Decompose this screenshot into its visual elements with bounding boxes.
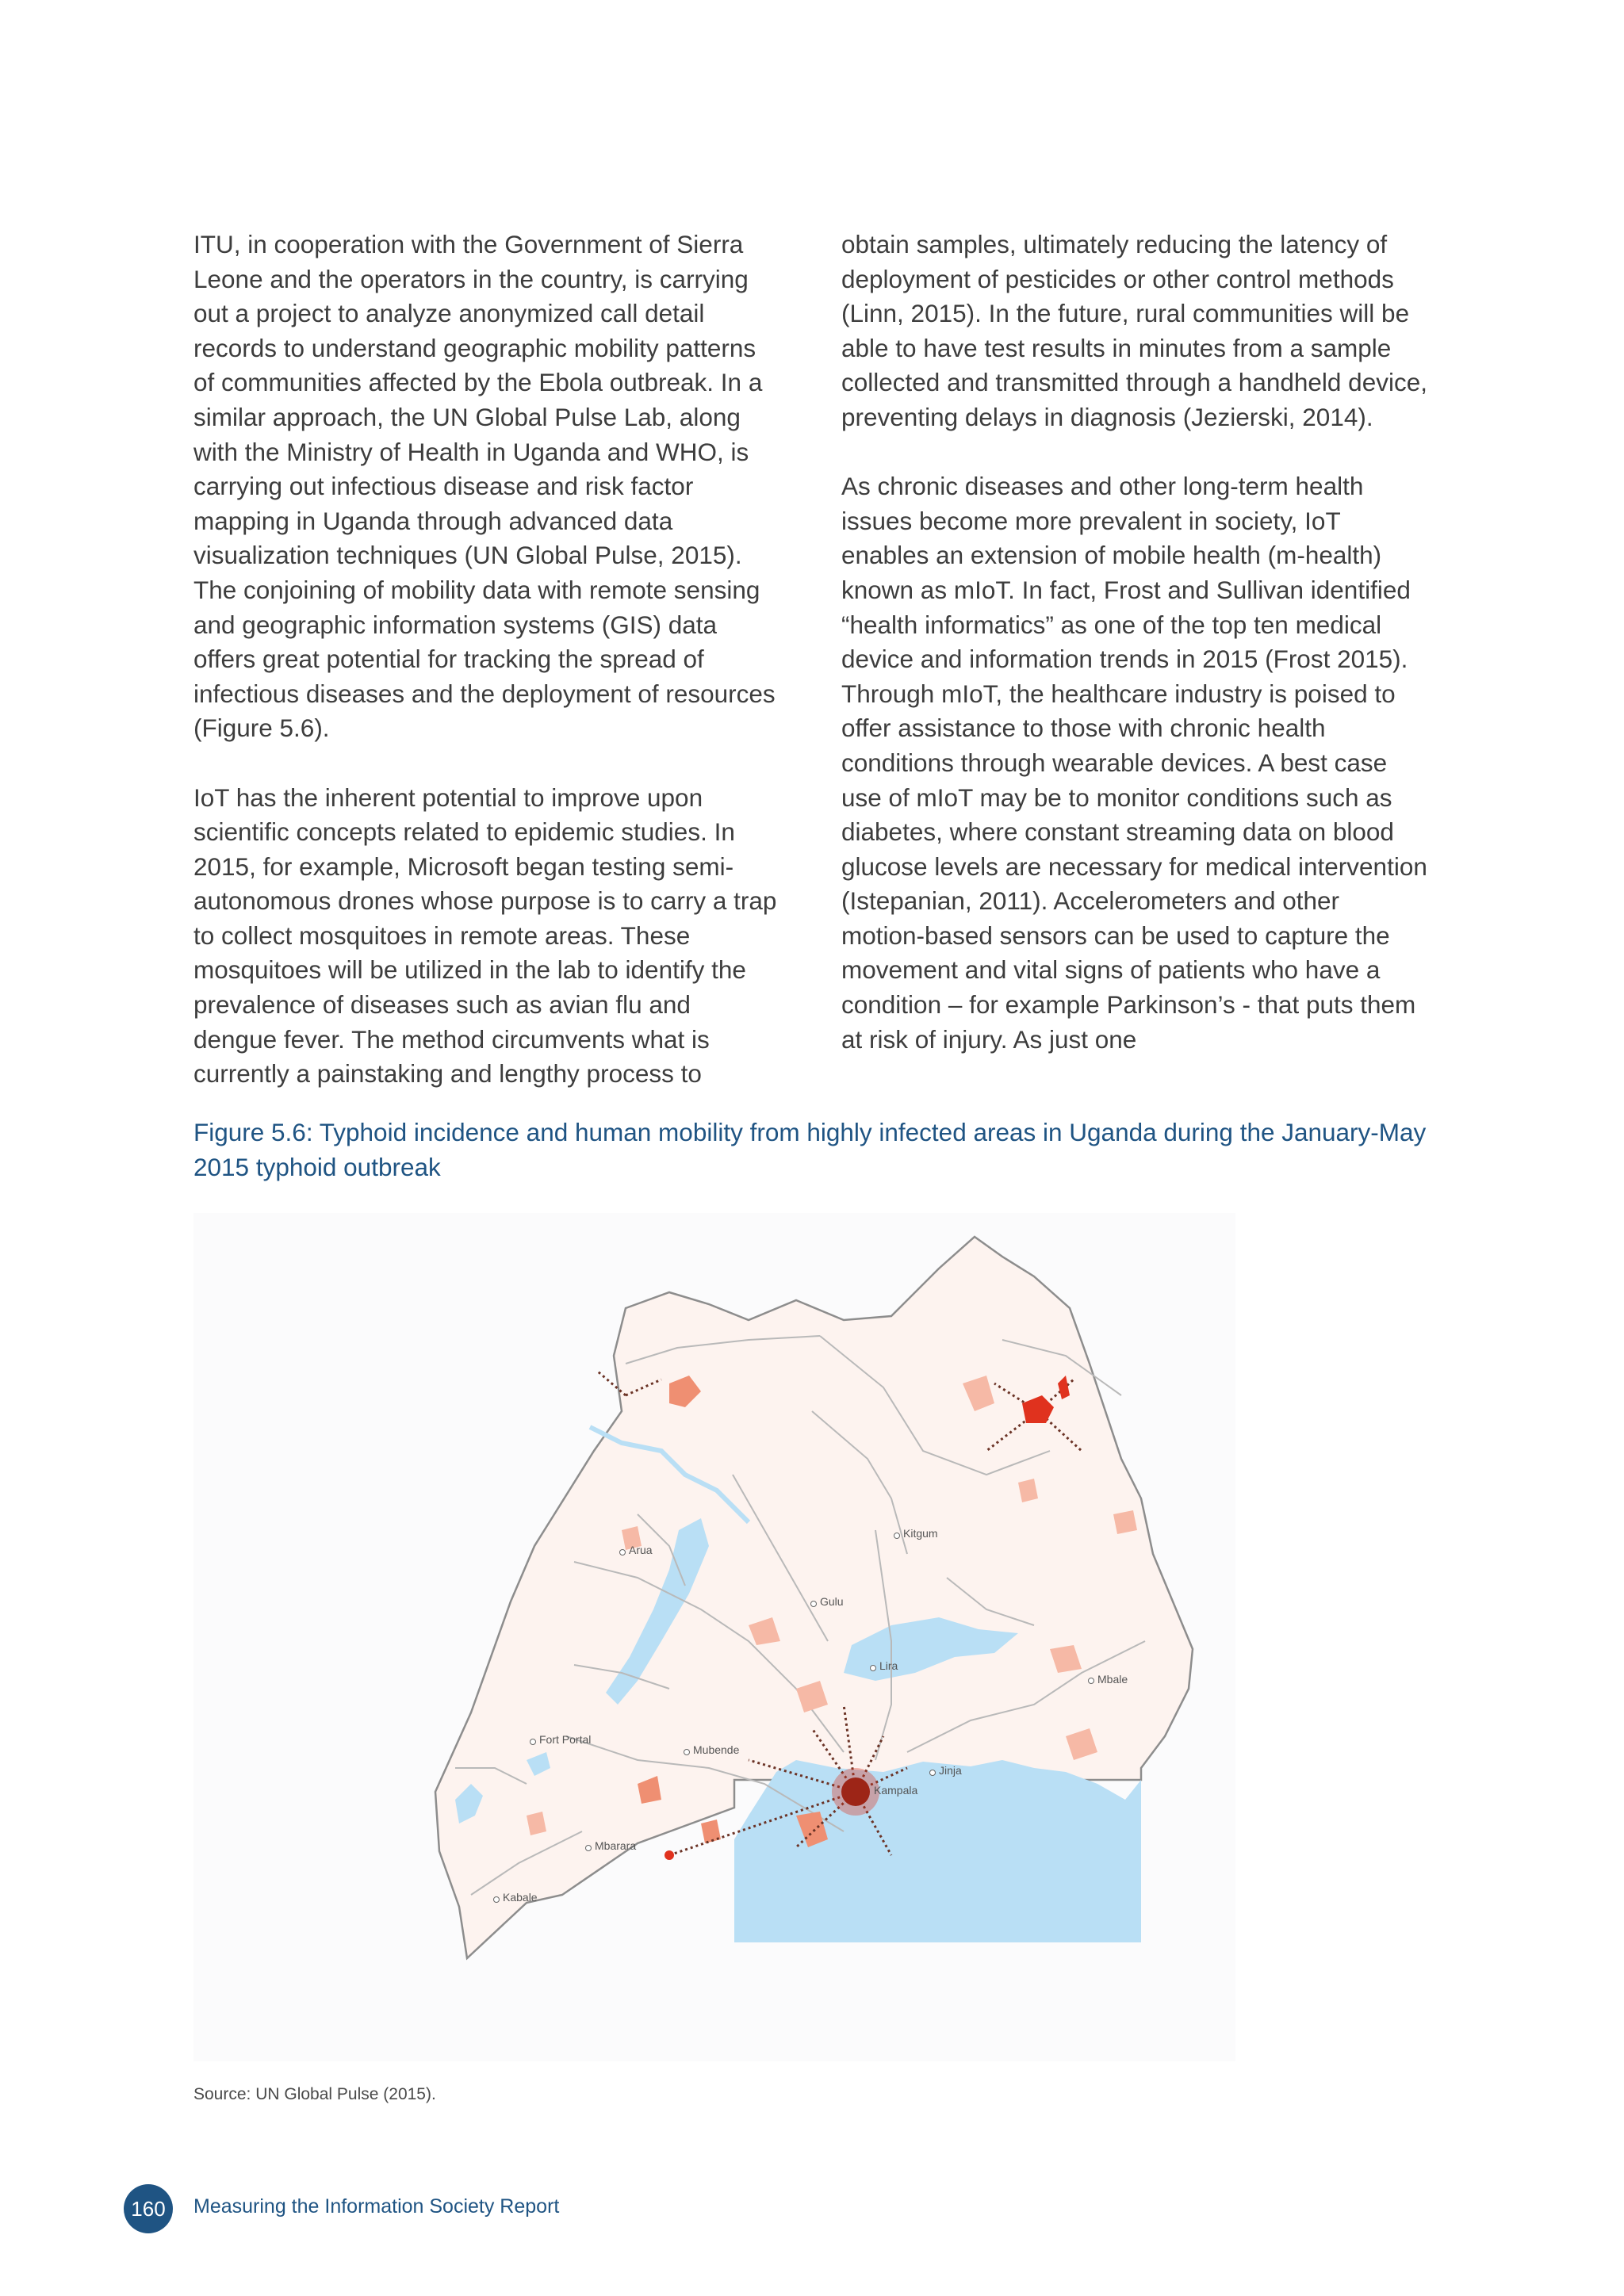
town-label-kampala: Kampala (874, 1784, 918, 1797)
right-paragraph-1: obtain samples, ultimately reducing the latency of deployment of pesticides or other control methods (Linn, 2015). In the future, rural communities will be able to have test results in minutes from a sample collected and transmitted through a handheld device, preventing delays in diagnosis (Jezierski, 2014). (841, 230, 1427, 431)
map-graphic (193, 1213, 1235, 2061)
town-label-jinja: Jinja (939, 1764, 962, 1777)
right-paragraph-2: As chronic diseases and other long-term health issues become more prevalent in society, IoT enables an extension of mobile health (m-health) known as mIoT. In fact, Frost and Sullivan identified “health informatics” as one of the top ten medical device and information trends in 2015 (Frost 2015). Through mIoT, the healthcare industry is poised to offer assistance to those with chronic health conditions through wearable devices. A best case use of mIoT may be to monitor conditions such as diabetes, where constant streaming data on blood glucose levels are necessary for medical intervention (Istepanian, 2011). Accelerometers and other motion-based sensors can be used to capture the movement and vital signs of patients who have a condition – for example Parkinson’s - that puts them at risk of injury. As just one (841, 472, 1427, 1054)
town-label-lira: Lira (879, 1659, 898, 1672)
town-label-fort-portal: Fort Portal (539, 1733, 592, 1746)
town-label-arua: Arua (629, 1544, 653, 1556)
town-marker-arua (619, 1549, 626, 1556)
town-label-mubende: Mubende (693, 1743, 740, 1756)
figure-caption: Figure 5.6: Typhoid incidence and human mobility from highly infected areas in Uganda during the January-May 2015 typhoid outbreak (193, 1118, 1427, 1181)
town-marker-fort-portal (530, 1739, 536, 1745)
town-label-kabale: Kabale (503, 1891, 538, 1904)
town-label-gulu: Gulu (820, 1595, 844, 1608)
town-marker-kabale (493, 1896, 500, 1903)
left-paragraph-1: ITU, in cooperation with the Government of Sierra Leone and the operators in the country, is carrying out a project to analyze anonymized call detail records to understand geographic mobility patterns of communities affected by the Ebola outbreak. In a similar approach, the UN Global Pulse Lab, along with the Ministry of Health in Uganda and WHO, is carrying out infectious disease and risk factor mapping in Uganda through advanced data visualization techniques (UN Global Pulse, 2015). The conjoining of mobility data with remote sensing and geographic information systems (GIS) data offers great potential for tracking the spread of infectious diseases and the deployment of resources (Figure 5.6). (193, 230, 776, 743)
left-paragraph-2: IoT has the inherent potential to improve upon scientific concepts related to epidemic studies. In 2015, for example, Microsoft began testing semi-autonomous drones whose purpose is to carry a trap to collect mosquitoes in remote areas. These mosquitoes will be utilized in the lab to identify the prevalence of diseases such as avian flu and dengue fever. The method circumvents what is currently a painstaking and lengthy process to (193, 783, 777, 1089)
uganda-map (193, 1213, 1235, 2061)
running-title: Measuring the Information Society Report (193, 2195, 560, 2218)
town-label-mbarara: Mbarara (595, 1839, 637, 1852)
town-marker-mbale (1088, 1678, 1094, 1684)
hotspot-mbarara (665, 1850, 674, 1860)
town-marker-kitgum (894, 1533, 900, 1539)
left-column (193, 228, 780, 1092)
figure-source: Source: UN Global Pulse (2015). (193, 2085, 436, 2103)
town-marker-mbarara (585, 1845, 592, 1851)
town-marker-mubende (684, 1749, 690, 1755)
town-label-mbale: Mbale (1097, 1673, 1128, 1686)
town-marker-lira (870, 1665, 876, 1671)
right-column (841, 228, 1428, 1057)
page-number-badge: 160 (124, 2184, 173, 2233)
town-marker-jinja (929, 1770, 936, 1776)
town-label-kitgum: Kitgum (903, 1527, 938, 1540)
lake-victoria (734, 1760, 1141, 1942)
town-marker-gulu (810, 1601, 817, 1607)
